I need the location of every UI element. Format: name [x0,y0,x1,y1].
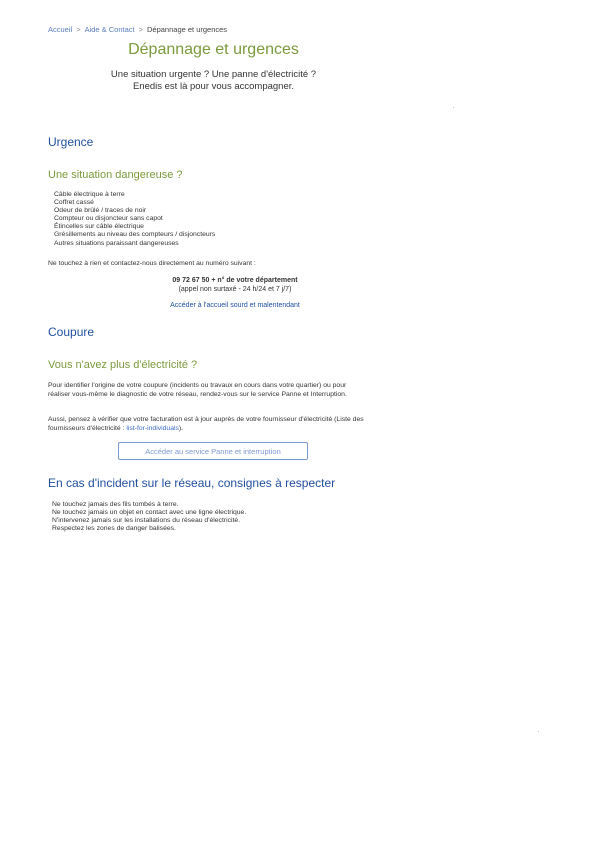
phone-note: (appel non surtaxé - 24 h/24 et 7 j/7) [178,285,292,293]
section-title-urgence: Urgence [48,135,94,149]
list-item: Ne touchez jamais des fils tombés à terre. [52,501,179,508]
intro-line-1: Une situation urgente ? Une panne d'électricité ? [110,69,317,80]
list-item: Étincelles sur câble électrique [54,223,144,231]
scan-speck [453,107,454,108]
page-title: Dépannage et urgences [128,41,299,58]
list-item: N'intervenez jamais sur les installations du réseau d'électricité. [52,517,241,525]
subtitle-dangerous-situation: Une situation dangereuse ? [48,169,183,181]
list-item: Autres situations paraissant dangereuses [54,239,179,247]
coupure-paragraph-2-text: Aussi, pensez à vérifier que votre facturation est à jour auprès de votre fournisseur d'électricité (Liste des fournisseurs d'électricité : [48,416,364,432]
deaf-access-link[interactable]: Accéder à l'accueil sourd et malentendant [170,302,300,309]
list-item: Ne touchez jamais un objet en contact avec une ligne électrique. [52,509,247,517]
list-item: Respectez les zones de danger balisées. [52,525,176,533]
subtitle-no-electricity: Vous n'avez plus d'électricité ? [48,359,198,371]
supplier-list-link[interactable]: list-for-individuals [126,424,179,432]
coupure-paragraph-2-end: ). [178,424,184,432]
breadcrumb [48,25,227,34]
breadcrumb-separator: > [138,25,143,34]
section-title-coupure: Coupure [48,325,95,339]
coupure-paragraph-2 [48,416,370,433]
phone-block [100,277,370,294]
urgence-instruction: Ne touchez à rien et contactez-nous directement au numéro suivant : [48,260,256,267]
list-item: Câble électrique à terre [54,191,125,198]
list-item: Grésillements au niveau des compteurs / disjoncteurs [54,231,216,239]
section-title-consignes: En cas d'incident sur le réseau, consignes à respecter [48,476,336,490]
list-item: Compteur ou disjoncteur sans capot [54,215,163,223]
breadcrumb-current: Dépannage et urgences [147,25,228,34]
consignes-list [52,501,246,533]
breadcrumb-home-link[interactable]: Accueil [48,25,73,34]
coupure-paragraph-1: Pour identifier l'origine de votre coupure (incidents ou travaux en cours dans votre quartier) ou pour réaliser vous-même le diagnostic de votre réseau, rendez-vous sur le service Panne et Interruption. [48,382,347,398]
outage-service-button[interactable]: Accéder au service Panne et interruption [118,442,308,460]
breadcrumb-separator: > [76,25,81,34]
danger-list [54,191,215,248]
scan-speck [538,731,539,732]
list-item: Odeur de brûlé / traces de noir [54,207,147,215]
phone-number: 09 72 67 50 + n° de votre département [172,277,298,284]
intro-text [0,69,427,93]
breadcrumb-help-link[interactable]: Aide & Contact [84,25,135,34]
list-item: Coffret cassé [54,199,94,207]
intro-line-2: Enedis est là pour vous accompagner. [132,81,295,92]
